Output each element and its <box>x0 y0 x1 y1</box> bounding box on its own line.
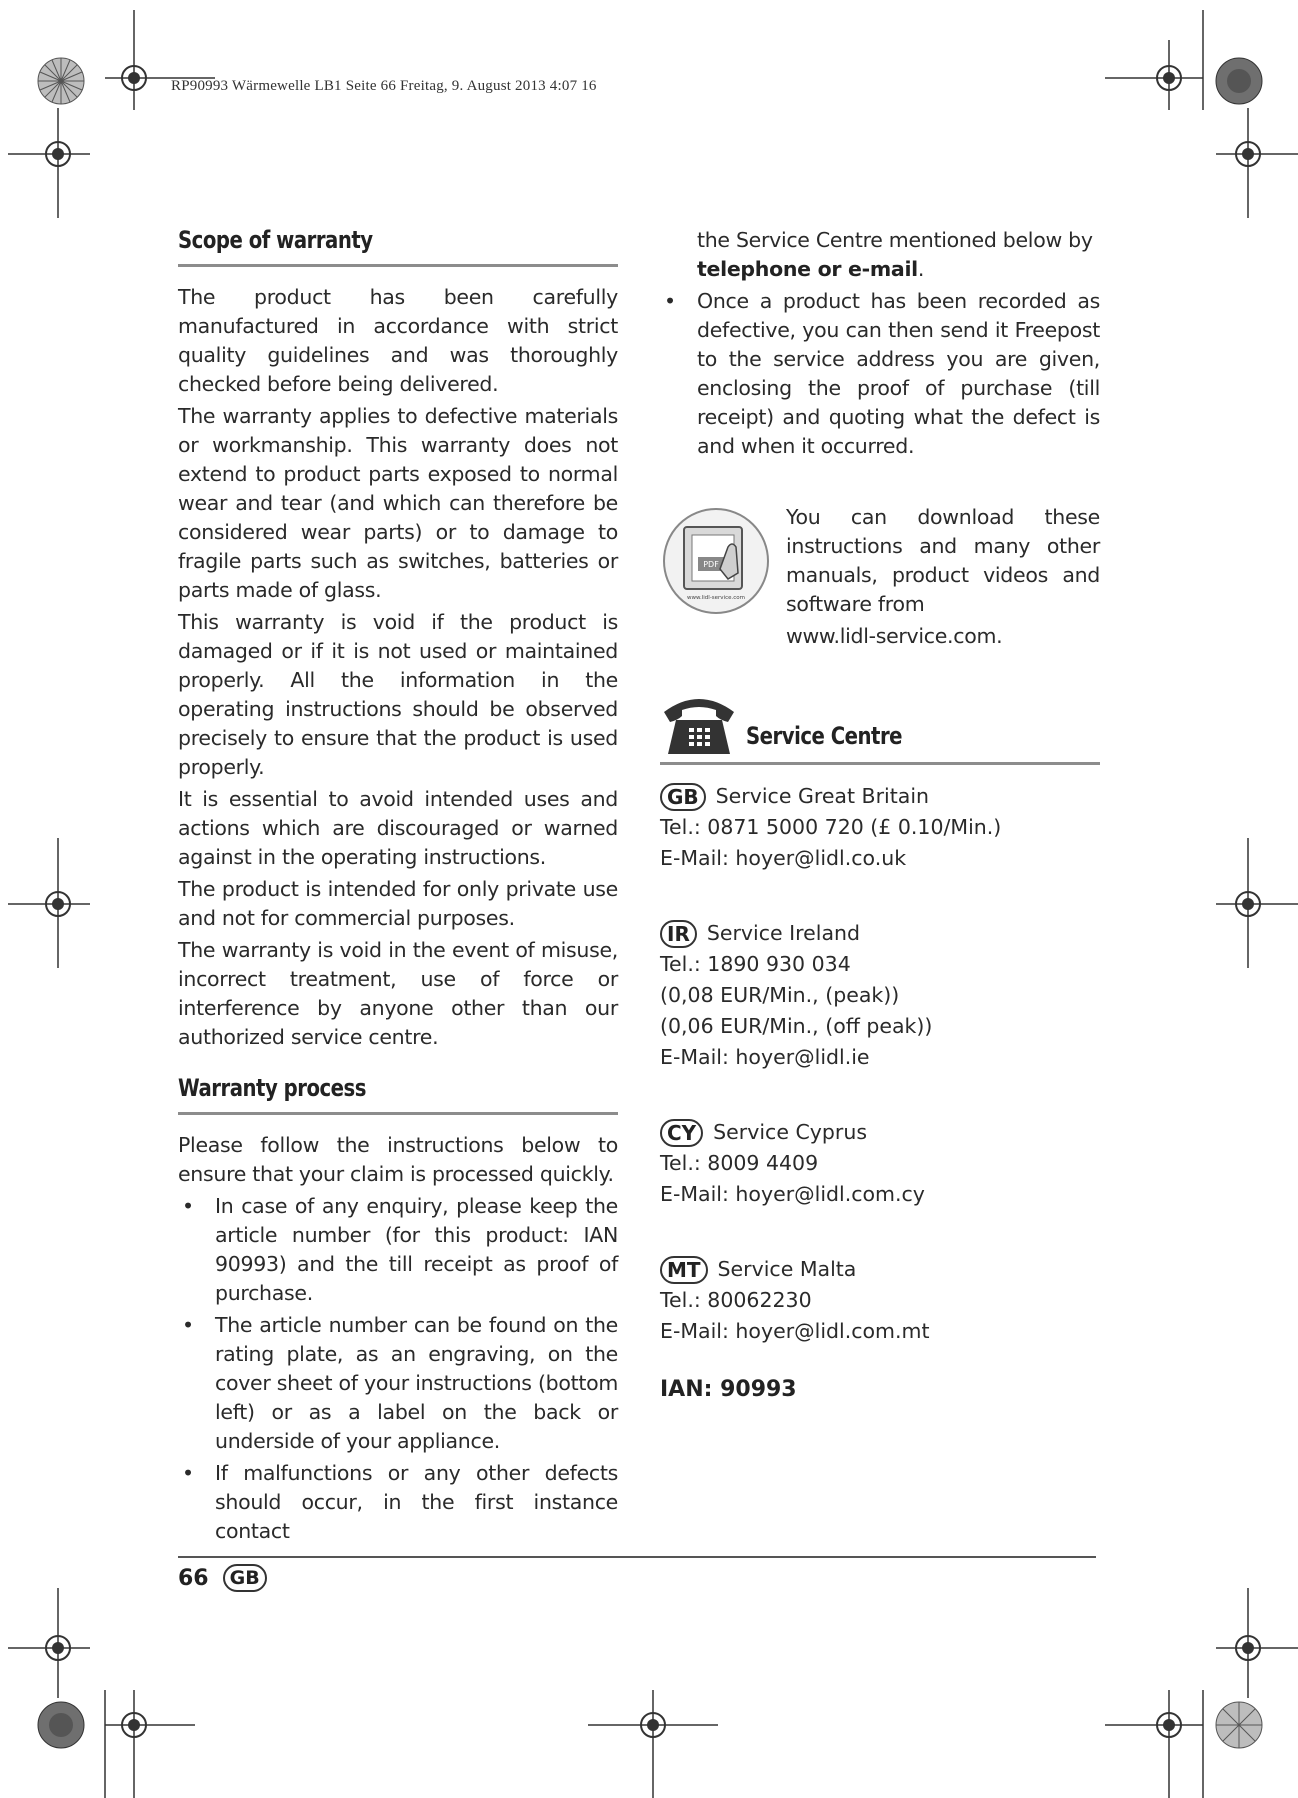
registration-mark-bottom-left <box>100 1660 220 1798</box>
footer-rule <box>178 1556 1096 1558</box>
download-text: You can download these instructions and many other manuals, product videos and software from <box>786 505 1100 616</box>
country-badge: GB <box>660 783 706 811</box>
icon-url-label: www.lidl-service.com <box>687 595 745 601</box>
country-badge: IR <box>660 920 697 948</box>
service-email[interactable]: E-Mail: hoyer@lidl.com.mt <box>660 1319 930 1343</box>
bullet-continuation-end: . <box>917 257 925 281</box>
left-column <box>178 226 618 1549</box>
service-gb <box>660 781 1100 874</box>
bullet-continuation-text: the Service Centre mentioned below by <box>697 228 1093 252</box>
download-block <box>660 503 1100 654</box>
service-centre-heading: Service Centre <box>746 722 903 750</box>
telephone-icon <box>660 690 738 758</box>
registration-mark-left-middle <box>8 838 108 968</box>
service-country-row <box>660 1117 1100 1148</box>
country-badge: MT <box>660 1256 708 1284</box>
registration-mark-bottom-right <box>1105 1660 1225 1798</box>
service-name: Service Cyprus <box>713 1120 868 1144</box>
scope-paragraph: This warranty is void if the product is damaged or if it is not used or maintained properly. All the information in the operating instructions should be observed precisely to ensure that the product is used properly. <box>178 610 618 779</box>
right-bullets <box>660 287 1100 461</box>
page-number: 66 <box>178 1565 209 1591</box>
bullet-item: • Once a product has been recorded as defective, you can then send it Freepost to the service address you are given, enclosing the proof of purchase (till receipt) and quoting what the defect is and when it occurred. <box>660 287 1100 461</box>
bullet-item: • The article number can be found on the rating plate, as an engraving, on the cover sheet of your instructions (bottom left) or as a label on the back or underside of your appliance. <box>178 1311 618 1456</box>
service-name: Service Malta <box>717 1257 857 1281</box>
download-document-icon <box>662 507 770 615</box>
service-phone: Tel.: 80062230 <box>660 1288 812 1312</box>
country-badge: GB <box>223 1564 267 1592</box>
registration-mark-left-upper <box>8 108 108 218</box>
registration-mark-bottom-center <box>588 1660 718 1798</box>
service-phone: Tel.: 8009 4409 <box>660 1151 819 1175</box>
download-url[interactable]: www.lidl-service.com. <box>786 624 1003 648</box>
page-footer <box>178 1564 277 1592</box>
heading-rule <box>178 1112 618 1115</box>
service-phone: Tel.: 0871 5000 720 (£ 0.10/Min.) <box>660 815 1002 839</box>
starburst-mark-top-left <box>36 56 86 106</box>
registration-mark-right-middle <box>1198 838 1298 968</box>
registration-mark-top-left <box>100 10 220 160</box>
service-phone: Tel.: 1890 930 034 <box>660 952 851 976</box>
registration-mark-right-upper <box>1198 108 1298 218</box>
service-mt <box>660 1254 1100 1347</box>
service-name: Service Ireland <box>706 921 861 945</box>
bullet-item: • If malfunctions or any other defects should occur, in the first instance contact <box>178 1459 618 1546</box>
print-slug: RP90993 Wärmewelle LB1 Seite 66 Freitag, 9. August 2013 4:07 16 <box>171 78 597 94</box>
service-country-row <box>660 918 1100 949</box>
country-badge: CY <box>660 1119 703 1147</box>
scope-paragraph: The product is intended for only private use and not for commercial purposes. <box>178 877 618 930</box>
process-intro: Please follow the instructions below to ensure that your claim is processed quickly. <box>178 1133 618 1186</box>
ian-number: IAN: 90993 <box>660 1377 797 1402</box>
bullet-item: • In case of any enquiry, please keep the article number (for this product: IAN 90993) and the till receipt as proof of purchase. <box>178 1192 618 1308</box>
service-rate-offpeak: (0,06 EUR/Min., (off peak)) <box>660 1014 933 1038</box>
service-ir <box>660 918 1100 1073</box>
heading-rule <box>178 264 618 267</box>
scope-paragraph: The warranty is void in the event of misuse, incorrect treatment, use of force or interference by anyone other than our authorized service centre. <box>178 938 618 1049</box>
service-country-row <box>660 1254 1100 1285</box>
service-email[interactable]: E-Mail: hoyer@lidl.co.uk <box>660 846 907 870</box>
service-email[interactable]: E-Mail: hoyer@lidl.ie <box>660 1045 870 1069</box>
service-rate-peak: (0,08 EUR/Min., (peak)) <box>660 983 900 1007</box>
contact-method-bold: telephone or e-mail <box>697 257 918 281</box>
scope-paragraph: The warranty applies to defective materials or workmanship. This warranty does not extend to product parts exposed to normal wear and tear (and which can therefore be considered wear parts) or to damage to fragile parts such as switches, batteries or parts made of glass. <box>178 404 618 602</box>
service-cy <box>660 1117 1100 1210</box>
scope-paragraph: The product has been carefully manufactured in accordance with strict quality guidelines and was thoroughly checked before being delivered. <box>178 285 618 396</box>
scope-of-warranty-heading: Scope of warranty <box>178 226 373 254</box>
scope-paragraph: It is essential to avoid intended uses and actions which are discouraged or warned against in the operating instructions. <box>178 787 618 869</box>
service-centre-header <box>660 690 1100 758</box>
service-country-row <box>660 781 1100 812</box>
service-name: Service Great Britain <box>715 784 930 808</box>
heading-rule <box>660 762 1100 765</box>
service-email[interactable]: E-Mail: hoyer@lidl.com.cy <box>660 1182 925 1206</box>
download-text-block <box>786 503 1100 654</box>
registration-mark-left-lower <box>8 1588 108 1698</box>
warranty-process-heading: Warranty process <box>178 1074 366 1102</box>
starburst-mark-bottom-left <box>36 1700 86 1750</box>
starburst-mark-bottom-right <box>1214 1700 1264 1750</box>
right-column <box>660 226 1100 1402</box>
pdf-label: PDF <box>703 560 719 569</box>
process-bullets <box>178 1192 618 1546</box>
starburst-mark-top-right <box>1214 56 1264 106</box>
bullet-continuation <box>697 226 1100 284</box>
